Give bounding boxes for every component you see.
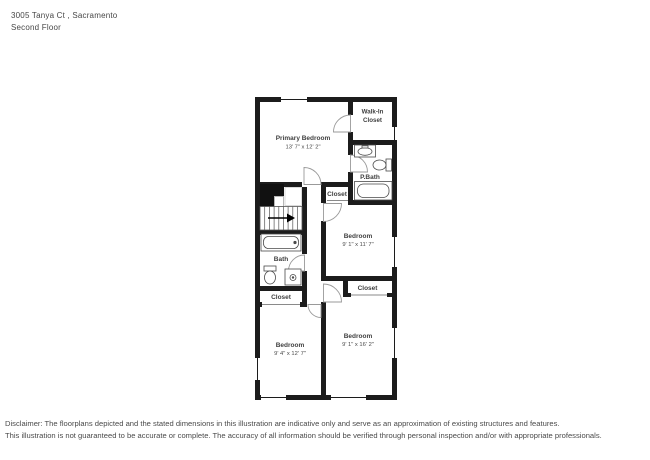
door-swing	[324, 284, 342, 302]
address-line: 3005 Tanya Ct , Sacramento	[11, 11, 118, 20]
window	[331, 395, 366, 401]
door-swing	[324, 204, 342, 222]
door-swing	[351, 155, 368, 172]
window	[255, 358, 261, 380]
bedroom-bottom-left-label: Bedroom	[275, 342, 305, 349]
window	[281, 97, 307, 103]
bedroom-mid-dims: 9' 1" x 11' 7"	[342, 242, 374, 248]
window	[392, 237, 398, 267]
bedroom-mid-label: Bedroom	[343, 233, 373, 240]
sink-icon	[355, 145, 376, 157]
bath-label: Bath	[273, 256, 289, 263]
primary-bedroom-dims: 13' 7" x 12' 2"	[285, 144, 321, 151]
bathtub-icon	[355, 182, 393, 201]
door-swing	[308, 305, 321, 318]
toilet-icon	[373, 159, 392, 171]
closet-label: Closet	[271, 294, 291, 301]
p-bath-label: P.Bath	[360, 174, 380, 181]
closet-label: Closet	[327, 191, 347, 198]
window	[392, 127, 398, 140]
toilet-icon	[264, 266, 276, 284]
primary-bedroom-label: Primary Bedroom	[275, 135, 331, 142]
disclaimer-line: This illustration is not guaranteed to be accurate or complete. The accuracy of all information should be verified through personal inspection and/or with appropriate professionals.	[5, 431, 602, 441]
stair-landing	[275, 197, 284, 207]
stairs	[260, 184, 302, 230]
door-swing	[304, 168, 321, 185]
vanity-icon	[261, 234, 301, 251]
walk-in-closet-label: Closet	[363, 117, 382, 124]
disclaimer	[5, 418, 602, 442]
closet-label: Closet	[357, 285, 378, 292]
door-swing	[334, 115, 351, 132]
stair-landing	[285, 188, 302, 206]
window	[392, 328, 398, 358]
floor-line: Second Floor	[11, 23, 61, 32]
bedroom-bottom-right-label: Bedroom	[343, 333, 373, 340]
window	[261, 395, 286, 401]
walk-in-closet-label: Walk-In	[361, 108, 384, 116]
disclaimer-line: Disclaimer: The floorplans depicted and the stated dimensions in this illustration are indicative only and serve as an approximation of existing structures and features.	[5, 419, 560, 428]
bedroom-bottom-right-dims: 9' 1" x 16' 2"	[342, 342, 374, 348]
shower-icon	[285, 269, 301, 285]
bedroom-bottom-left-dims: 9' 4" x 12' 7"	[274, 351, 306, 357]
